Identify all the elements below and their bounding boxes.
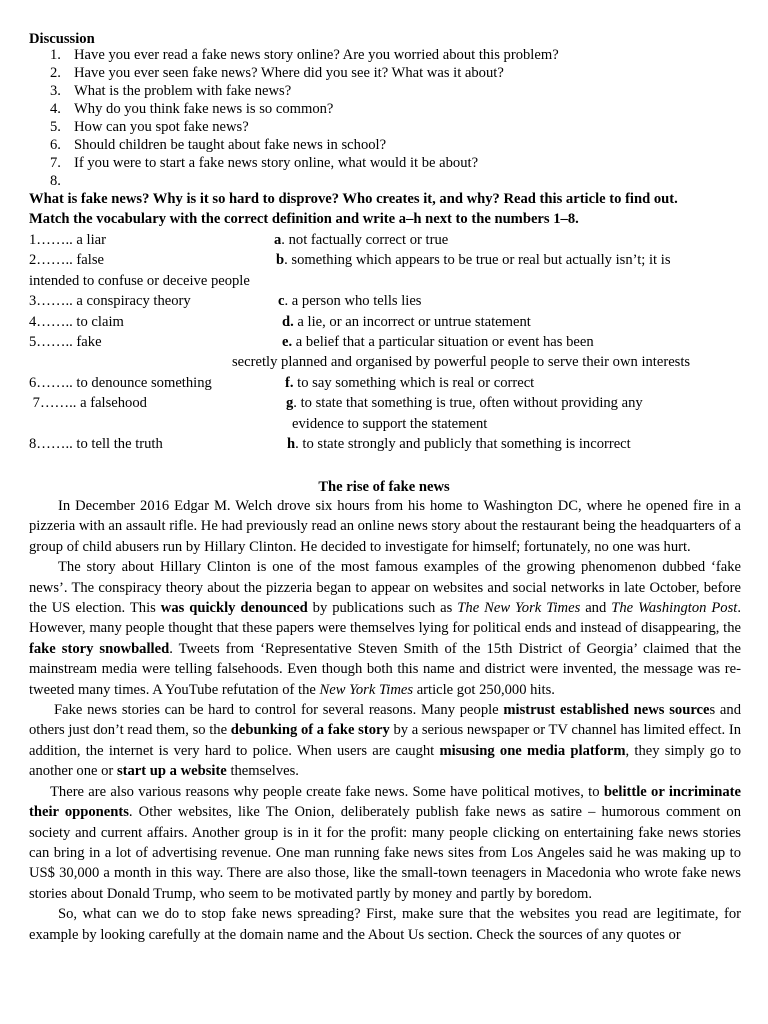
vocab-term: 2…….. false: [29, 252, 104, 269]
bold-run: fake story snowballed: [29, 640, 170, 657]
def-letter: a: [274, 232, 282, 248]
vocab-term: 7…….. a falsehood: [29, 395, 147, 412]
bold-run: misusing one media platform: [439, 742, 626, 759]
vocab-definition-b: [276, 250, 671, 270]
article-paragraph: So, what can we do to stop fake news spreading? First, make sure that the websites you read are legitimate, for example by looking carefully at the domain name and the About Us section. Check the sources of any quotes or: [29, 906, 741, 943]
vocab-definition-g: [286, 393, 643, 413]
question-item: [50, 154, 559, 172]
bold-run: debunking of a fake story: [230, 722, 390, 739]
question-number: 4.: [50, 101, 61, 117]
text-run: There are also various reasons why people create fake news. Some have political motives, to: [50, 783, 604, 800]
vocab-definition-e: [282, 332, 594, 352]
def-text: a belief that a particular situation or event has been: [292, 334, 594, 350]
def-letter: c: [278, 293, 285, 310]
bold-run: start up a website: [116, 763, 227, 780]
text-run: , they simply go to another one or: [29, 742, 741, 780]
vocab-term: 8…….. to tell the truth: [29, 436, 163, 452]
italic-run: The New York Times: [457, 600, 581, 617]
vocab-definition-d: [282, 312, 531, 332]
vocab-definition-a: [274, 230, 448, 250]
text-run: s and others just don’t read them, so the: [29, 702, 741, 739]
vocab-term: 6…….. to denounce something: [29, 374, 212, 391]
question-item: [50, 46, 559, 64]
vocab-definition-f: [285, 373, 534, 393]
def-text: . not factually correct or true: [281, 232, 449, 248]
question-text: Should children be taught about fake news in school?: [74, 137, 387, 153]
question-number: 6.: [50, 137, 61, 153]
text-run: and: [580, 600, 612, 617]
bold-run: mistrust established news source: [503, 702, 710, 719]
text-run: by publications such as: [307, 600, 458, 617]
def-continuation: secretly planned and organised by powerful people to serve their own interests: [232, 354, 691, 371]
question-item: [50, 100, 559, 118]
question-number: 3.: [50, 83, 61, 99]
def-continuation: intended to confuse or deceive people: [29, 272, 250, 289]
question-text: What is the problem with fake news?: [74, 83, 292, 99]
def-letter: e.: [282, 334, 293, 350]
question-number: 5.: [50, 119, 61, 135]
discussion-heading: Discussion: [29, 31, 95, 47]
question-item: [50, 136, 559, 154]
bold-run: was quickly denounced: [160, 600, 308, 617]
article-paragraph: [29, 700, 741, 782]
intro-line-2: Match the vocabulary with the correct definition and write a–h next to the numbers 1–8.: [29, 211, 579, 228]
question-text: How can you spot fake news?: [74, 119, 249, 135]
article-paragraph: [29, 782, 741, 904]
question-text: If you were to start a fake news story online, what would it be about?: [74, 155, 479, 171]
question-item: [50, 64, 559, 82]
article-paragraph: In December 2016 Edgar M. Welch drove six hours from his home to Washington DC, where he opened fire in a pizzeria with an assault rifle. He had previously read an online news story about the restaurant being the headquarters of a group of child abusers run by Hillary Clinton. He decided to investigate for himself; fortunately, no one was hurt.: [29, 498, 742, 555]
def-text: a lie, or an incorrect or untrue statement: [293, 313, 531, 330]
def-letter: f.: [285, 374, 294, 391]
question-item: [50, 82, 559, 100]
reading-instructions: [29, 189, 741, 230]
article-body: [29, 496, 741, 945]
def-letter: b: [276, 252, 285, 269]
vocab-definition-c: [278, 291, 421, 311]
question-number: 2.: [50, 65, 61, 81]
italic-run: New York Times: [319, 681, 414, 698]
def-continuation: evidence to support the statement: [292, 415, 488, 432]
article-title: The rise of fake news: [318, 479, 450, 495]
text-run: . However, many people thought that these papers were themselves lying for political ends and instead of disappearing, the: [29, 600, 741, 637]
def-letter: h: [287, 436, 296, 452]
question-text: Have you ever seen fake news? Where did you see it? What was it about?: [74, 65, 504, 81]
def-letter: d.: [282, 313, 294, 330]
text-run: . Other websites, like The Onion, deliberately publish fake news as satire – humorous comment on society and current affairs. Another group is in it for the profit: many people clicking on entertaining fake news stories can bring in a lot of advertising revenue. One man running fake news sites from Los Angeles said he was making up to US$ 30,000 a month in this way. There are also those, like the small-town teenagers in Macedonia who wrote fake news stories about Donald Trump, who seem to be motivated partly by money and partly by boredom.: [29, 804, 741, 902]
question-text: Why do you think fake news is so common?: [74, 101, 334, 117]
italic-run: The Washington Post: [611, 600, 738, 617]
question-text: Have you ever read a fake news story online? Are you worried about this problem?: [74, 47, 559, 63]
vocab-term: 1…….. a liar: [29, 232, 107, 248]
text-run: by a serious newspaper or TV channel has limited effect. In addition, the internet is very hard to police. When users are caught: [29, 722, 741, 759]
vocab-term: 4…….. to claim: [29, 313, 124, 330]
def-text: . a person who tells lies: [284, 293, 422, 310]
vocab-term: 5…….. fake: [29, 334, 102, 350]
discussion-questions: [50, 46, 559, 189]
def-text: . to state strongly and publicly that something is incorrect: [295, 436, 631, 452]
article-paragraph: [29, 557, 741, 700]
question-number: 7.: [50, 155, 61, 171]
question-number: 8.: [50, 173, 61, 189]
text-run: Fake news stories can be hard to control for several reasons. Many people: [54, 702, 504, 719]
question-item: [50, 118, 559, 136]
intro-line-1: What is fake news? Why is it so hard to disprove? Who creates it, and why? Read this article to find out.: [29, 191, 678, 207]
def-text: . to state that something is true, often without providing any: [293, 395, 643, 412]
text-run: . Tweets from ‘Representative Steven Smith of the 15th District of Georgia’ claimed that the mainstream media were telling falsehoods. Even though both this name and district were invented, the message was re-tweeted many times. A YouTube refutation of the: [29, 640, 742, 698]
vocab-definition-h: [287, 434, 631, 454]
question-number: 1.: [50, 47, 61, 63]
vocab-term: 3…….. a conspiracy theory: [29, 293, 191, 310]
bold-run: belittle or incriminate their opponents: [29, 783, 741, 821]
def-letter: g: [286, 395, 294, 412]
text-run: themselves.: [226, 763, 299, 780]
text-run: article got 250,000 hits.: [413, 681, 555, 698]
def-text: to say something which is real or correct: [293, 374, 535, 391]
text-run: The story about Hillary Clinton is one of the most famous examples of the growing phenomenon dubbed ‘fake news’. The conspiracy theory about the pizzeria began to appear on websites and social networks in late October, before the US election. This: [29, 559, 741, 617]
def-text: . something which appears to be true or real but actually isn’t; it is: [284, 252, 671, 269]
